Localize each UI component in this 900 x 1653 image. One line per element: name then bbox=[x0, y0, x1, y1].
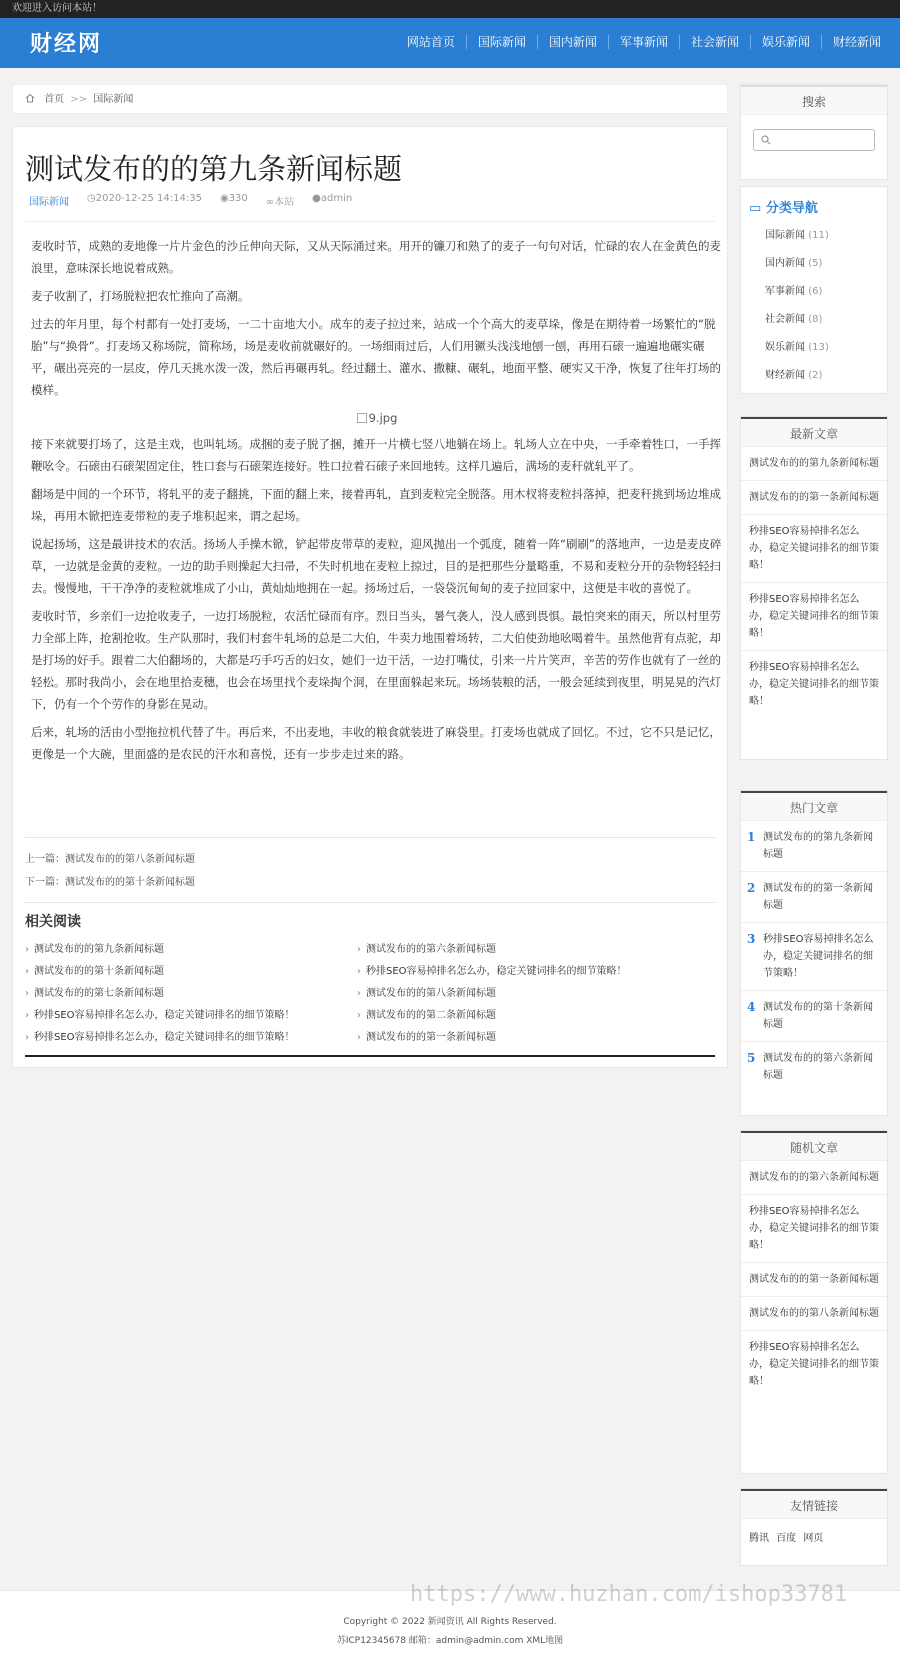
hot-item[interactable]: 3 秒排SEO容易掉排名怎么办，稳定关键词排名的细节策略！ bbox=[741, 923, 887, 991]
related-item[interactable]: › 测试发布的的第十条新闻标题 bbox=[25, 963, 357, 980]
search-widget-title: 搜索 bbox=[741, 85, 887, 115]
site-logo[interactable]: 财经网 bbox=[30, 31, 103, 57]
latest-item[interactable]: 秒排SEO容易掉排名怎么办，稳定关键词排名的细节策略！ bbox=[741, 583, 887, 651]
category-item[interactable]: 娱乐新闻 (13) bbox=[765, 342, 829, 353]
category-item[interactable]: 军事新闻 (6) bbox=[765, 286, 823, 297]
category-list bbox=[741, 222, 887, 390]
related-list bbox=[25, 941, 717, 1046]
friend-link[interactable]: 网页 bbox=[803, 1533, 824, 1544]
next-article-link[interactable]: 下一篇：测试发布的的第十条新闻标题 bbox=[25, 877, 195, 888]
related-item[interactable]: › 秒排SEO容易掉排名怎么办，稳定关键词排名的细节策略！ bbox=[25, 1007, 357, 1024]
latest-item[interactable]: 秒排SEO容易掉排名怎么办，稳定关键词排名的细节策略！ bbox=[749, 662, 879, 707]
category-item[interactable]: 财经新闻 (2) bbox=[765, 370, 823, 381]
related-item[interactable]: › 测试发布的的第二条新闻标题 bbox=[357, 1007, 717, 1024]
paragraph: 说起扬场，这是最讲技术的农活。扬场人手操木锨，铲起带皮带草的麦粒，迎风抛出一个弧度，随着一阵“刷刷”的落地声，一边是麦皮碎草，一边就是金黄的麦粒。一边的助手则操起大扫帚，不失时机地在麦粒上掠过，目的是把那些分量略重，不易和麦粒分开的杂物轻轻扫去。慢慢地，干干净净的麦粒就堆成了小山，黄灿灿地拥在一起。扬场过后，一袋袋沉甸甸的麦子拉回家中，这便是丰收的喜悦了。 bbox=[31, 537, 722, 595]
hot-item[interactable]: 2 测试发布的的第一条新闻标题 bbox=[741, 872, 887, 923]
random-item[interactable]: 测试发布的的第八条新闻标题 bbox=[741, 1297, 887, 1331]
random-item[interactable]: 秒排SEO容易掉排名怎么办，稳定关键词排名的细节策略！ bbox=[741, 1195, 887, 1263]
paragraph: 后来，轧场的活由小型拖拉机代替了牛。再后来，不出麦地，丰收的粮食就装进了麻袋里。打麦场也就成了回忆。不过，它不只是记忆，更像是一个大碗，里面盛的是农民的汗水和喜悦，还有一步步走过来的路。 bbox=[31, 725, 721, 761]
paragraph: 麦收时节，成熟的麦地像一片片金色的沙丘伸向天际，又从天际涌过来。用开的镰刀和熟了的麦子一句句对话，忙碌的农人在金黄色的麦浪里，意味深长地说着成熟。 bbox=[31, 239, 721, 275]
breadcrumb-separator: >> bbox=[70, 94, 88, 105]
related-item[interactable]: › 测试发布的的第一条新闻标题 bbox=[357, 1029, 717, 1046]
latest-title: 最新文章 bbox=[741, 417, 887, 447]
links-widget bbox=[740, 1488, 888, 1566]
breadcrumb bbox=[12, 84, 728, 114]
paragraph: 接下来就要打场了，这是主戏，也叫轧场。成捆的麦子脱了捆，摊开一片横七竖八地躺在场上。轧场人立在中央，一手牵着牲口，一手挥鞭吆令。石磙由石磙架固定住，牲口套与石磙架连接好。牲口拉着石磙子来回地转。这样几遍后，满场的麦秆就轧平了。 bbox=[31, 437, 721, 473]
random-item[interactable]: 测试发布的的第一条新闻标题 bbox=[741, 1263, 887, 1297]
broken-image-icon bbox=[357, 413, 367, 423]
related-item[interactable]: › 秒排SEO容易掉排名怎么办，稳定关键词排名的细节策略！ bbox=[357, 963, 717, 980]
friend-links bbox=[741, 1519, 887, 1554]
category-item[interactable]: 社会新闻 (8) bbox=[765, 314, 823, 325]
article-meta bbox=[29, 193, 370, 208]
nav-home[interactable]: 网站首页 bbox=[406, 35, 455, 49]
category-item[interactable]: 国内新闻 (5) bbox=[765, 258, 823, 269]
hot-widget bbox=[740, 790, 888, 1116]
related-item[interactable]: › 测试发布的的第六条新闻标题 bbox=[357, 941, 717, 958]
random-title: 随机文章 bbox=[741, 1131, 887, 1161]
main-nav bbox=[396, 35, 892, 49]
search-widget bbox=[740, 84, 888, 180]
random-list bbox=[741, 1161, 887, 1398]
category-widget bbox=[740, 186, 888, 394]
random-item[interactable]: 测试发布的的第六条新闻标题 bbox=[741, 1161, 887, 1195]
article-views: ◉330 bbox=[219, 193, 248, 204]
nav-domestic[interactable]: 国内新闻 bbox=[537, 35, 608, 49]
friend-link[interactable]: 腾讯 bbox=[749, 1533, 769, 1544]
top-welcome-bar bbox=[0, 0, 900, 18]
hot-item[interactable]: 5 测试发布的的第六条新闻标题 bbox=[747, 1051, 873, 1081]
search-input[interactable] bbox=[753, 129, 875, 151]
latest-item[interactable]: 测试发布的的第九条新闻标题 bbox=[741, 447, 887, 481]
random-widget bbox=[740, 1130, 888, 1474]
divider bbox=[25, 1055, 715, 1057]
user-icon: ● bbox=[312, 193, 321, 204]
paragraph: 麦收时节，乡亲们一边抢收麦子，一边打场脱粒，农活忙碌而有序。烈日当头，暑气袭人，没人感到畏惧。最怕突来的雨天，所以村里劳力全部上阵，抢割抢收。生产队那时，我们村套牛轧场的总是二大伯，牛卖力地围着场转，二大伯使劲地吆喝着牛。虽然他背有点驼，却是打场的好手。跟着二大伯翻场的，大都是巧手巧舌的妇女，她们一边干活，一边打嘴仗，引来一片片笑声，辛苦的劳作也就有了一丝的轻松。那时我尚小，会在地里拾麦穗，也会在场里找个麦垛掏个洞，在里面躲起来玩。场场装粮的活，一般会延续到夜里，明晃晃的汽灯下，仍有一个个劳作的身影在晃动。 bbox=[31, 609, 721, 711]
paragraph: 翻场是中间的一个环节，将轧平的麦子翻挑，下面的翻上来，接着再轧，直到麦粒完全脱落。用木杈将麦粒抖落掉，把麦秆挑到场边堆成垛，再用木锨把连麦带粒的麦子堆积起来，谓之起场。 bbox=[31, 487, 721, 523]
article-category[interactable]: 国际新闻 bbox=[29, 197, 69, 208]
folder-icon: ▭ bbox=[749, 201, 766, 216]
article-image bbox=[31, 407, 723, 429]
nav-entertainment[interactable]: 娱乐新闻 bbox=[750, 35, 821, 49]
breadcrumb-home[interactable]: 首页 bbox=[44, 94, 65, 105]
hot-item[interactable]: 1 测试发布的的第九条新闻标题 bbox=[741, 821, 887, 872]
category-heading: ▭ 分类导航 bbox=[749, 201, 818, 216]
clock-icon: ◷ bbox=[87, 193, 96, 204]
article-source: ∞本站 bbox=[265, 197, 295, 208]
icp-text: 苏ICP12345678 邮箱：admin@admin.com XML地图 bbox=[336, 1636, 564, 1646]
hot-list bbox=[741, 821, 887, 1092]
image-alt-text: 9.jpg bbox=[368, 411, 398, 425]
paragraph: 过去的年月里，每个村都有一处打麦场，一二十亩地大小。成车的麦子拉过来，站成一个个高大的麦草垛，像是在期待着一场繁忙的“脱胎”与“换骨”。打麦场又称场院，简称场，场是麦收前就碾好的。一场细雨过后，人们用镢头浅浅地刨一刨，再用石磙一遍遍地碾实碾平，碾出亮亮的一层皮，停几天挑水泼一泼，然后再碾再轧。经过翻土、灌水、撒糠、碾轧，地面平整、硬实又干净，恢复了往年打场的模样。 bbox=[31, 317, 721, 397]
nav-military[interactable]: 军事新闻 bbox=[608, 35, 679, 49]
related-item[interactable]: › 测试发布的的第八条新闻标题 bbox=[357, 985, 717, 1002]
site-header bbox=[0, 18, 900, 68]
home-icon bbox=[25, 93, 35, 103]
article-title: 测试发布的的第九条新闻标题 bbox=[25, 152, 403, 186]
category-item[interactable]: 国际新闻 (11) bbox=[765, 230, 829, 241]
rank-number: 4 bbox=[747, 1000, 756, 1014]
friend-link[interactable]: 百度 bbox=[776, 1533, 797, 1544]
latest-item[interactable]: 秒排SEO容易掉排名怎么办，稳定关键词排名的细节策略！ bbox=[741, 515, 887, 583]
prev-next-links bbox=[25, 837, 715, 903]
related-item[interactable]: › 测试发布的的第九条新闻标题 bbox=[25, 941, 357, 958]
paragraph: 麦子收割了，打场脱粒把农忙推向了高潮。 bbox=[31, 289, 250, 303]
latest-list bbox=[741, 447, 887, 718]
nav-international[interactable]: 国际新闻 bbox=[466, 35, 537, 49]
rank-number: 5 bbox=[747, 1051, 756, 1065]
rank-number: 3 bbox=[747, 932, 756, 946]
random-item[interactable]: 秒排SEO容易掉排名怎么办，稳定关键词排名的细节策略！ bbox=[749, 1342, 879, 1387]
link-icon: ∞ bbox=[265, 197, 275, 208]
divider bbox=[25, 221, 715, 222]
latest-item[interactable]: 测试发布的的第一条新闻标题 bbox=[741, 481, 887, 515]
article-body bbox=[31, 235, 723, 771]
related-item[interactable]: › 测试发布的的第七条新闻标题 bbox=[25, 985, 357, 1002]
welcome-text: 欢迎进入访问本站！ bbox=[12, 3, 102, 14]
hot-item[interactable]: 4 测试发布的的第十条新闻标题 bbox=[741, 991, 887, 1042]
article-date: ◷2020-12-25 14:14:35 bbox=[87, 193, 202, 204]
nav-finance[interactable]: 财经新闻 bbox=[821, 35, 892, 49]
eye-icon: ◉ bbox=[219, 193, 229, 204]
article-panel bbox=[12, 126, 728, 1068]
rank-number: 1 bbox=[747, 830, 756, 844]
article-author: ●admin bbox=[312, 193, 353, 204]
watermark: https://www.huzhan.com/ishop33781 bbox=[410, 1582, 848, 1607]
prev-article-link[interactable]: 上一篇：测试发布的的第八条新闻标题 bbox=[25, 854, 195, 865]
rank-number: 2 bbox=[747, 881, 756, 895]
nav-society[interactable]: 社会新闻 bbox=[679, 35, 750, 49]
hot-title: 热门文章 bbox=[741, 791, 887, 821]
related-item[interactable]: › 秒排SEO容易掉排名怎么办，稳定关键词排名的细节策略！ bbox=[25, 1029, 357, 1046]
links-title: 友情链接 bbox=[741, 1489, 887, 1519]
related-heading: 相关阅读 bbox=[25, 914, 81, 930]
latest-widget bbox=[740, 416, 888, 760]
copyright-text: Copyright © 2022 新闻资讯 All Rights Reserved. bbox=[343, 1617, 557, 1627]
breadcrumb-current[interactable]: 国际新闻 bbox=[93, 94, 134, 105]
search-icon bbox=[761, 135, 771, 145]
